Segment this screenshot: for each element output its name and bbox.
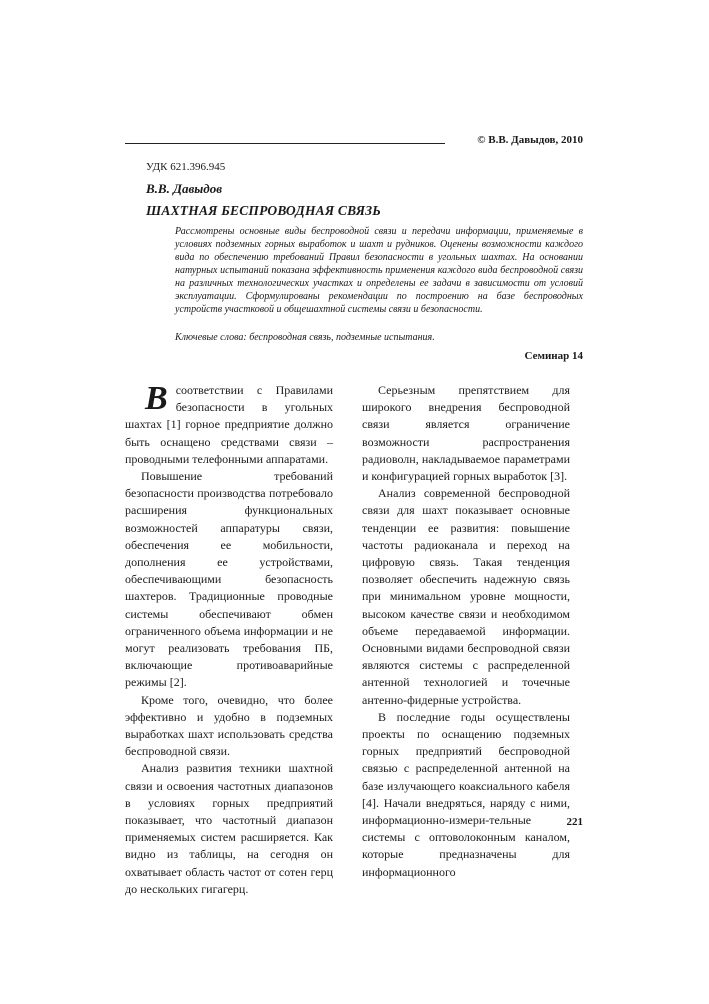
page-number: 221 (566, 816, 583, 828)
article-title: ШАХТНАЯ БЕСПРОВОДНАЯ СВЯЗЬ (146, 203, 382, 218)
paragraph: Серьезным препятствием для широкого внедрения беспроводной связи является ограничение возможности распространения радиоволн, накладываемое параметрами и конфигурацией горных выработок [3]. (362, 383, 570, 484)
paragraph: Анализ развития техники шахтной связи и освоения частотных диапазонов в условиях горных предприятий показывает, что частотный диапазон применяемых систем расширяется. Как видно из таблицы, на сегодня он охватывает область частот от сотен герц до нескольких гигагерц. (125, 761, 333, 896)
paragraph: Кроме того, очевидно, что более эффективно и удобно в подземных выработках шахт использовать средства беспроводной связи. (125, 692, 333, 759)
seminar-label: Семинар 14 (524, 350, 583, 362)
paragraph: В последние годы осуществлены проекты по оснащению подземных горных предприятий беспроводной связью с распределенной антенной на базе излучающего коаксиального кабеля [4]. Начали внедряться, наряду с ними, информационно-измери-тельные системы с оптоволоконным каналом, которые предназначены для информационного (362, 709, 570, 879)
udk-code: УДК 621.396.945 (146, 161, 226, 173)
drop-cap: В (145, 380, 168, 417)
paragraph-text: соответствии с Правилами безопасности в угольных шахтах [1] горное предприятие должно быть оснащено средствами связи – проводными телефонными аппаратами. (125, 383, 333, 466)
paragraph: Анализ современной беспроводной связи для шахт показывает основные тенденции ее развития: повышение частоты радиоканала и переход на цифровую связь. Такая тенденция позволяет обеспечить надежную связь при минимальном уровне мощности, высоком качестве связи и необходимом объеме передаваемой информации. Основными видами беспроводной связи являются системы с распределенной антенной технологией и точечные антенно-фидерные устройства. (362, 486, 570, 707)
left-column (125, 382, 333, 898)
abstract (175, 225, 583, 316)
abstract-text: Рассмотрены основные виды беспроводной связи и передачи информации, применяемые в условиях подземных горных выработок и шахт и рудников. Оценены возможности каждого вида по обеспечению требований Правил безопасности в угольных шахтах. На основании натурных испытаний показана эффективность применения каждого вида беспроводной связи на различных технологических участках и определены ее задачи в зависимости от условий эксплуатации. Сформулированы рекомендации по построению на базе беспроводных устройств участковой и общешахтной системы связи и безопасности. (175, 226, 583, 315)
paragraph: Повышение требований безопасности производства потребовало расширения функциональных возможностей аппаратуры связи, обеспечения ее мобильности, дополнения ее устройствами, обеспечивающими безопасность шахтеров. Традиционные проводные системы обеспечивают обмен ограниченного объема информации и не могут реализовать требования ПБ, включающие противоаварийные режимы [2]. (125, 469, 333, 690)
keywords: Ключевые слова: беспроводная связь, подземные испытания. (175, 332, 435, 343)
right-column (362, 382, 570, 881)
copyright: © В.В. Давыдов, 2010 (477, 134, 583, 146)
header-rule (125, 143, 445, 144)
author-name: В.В. Давыдов (146, 181, 223, 196)
paragraph (125, 382, 333, 468)
